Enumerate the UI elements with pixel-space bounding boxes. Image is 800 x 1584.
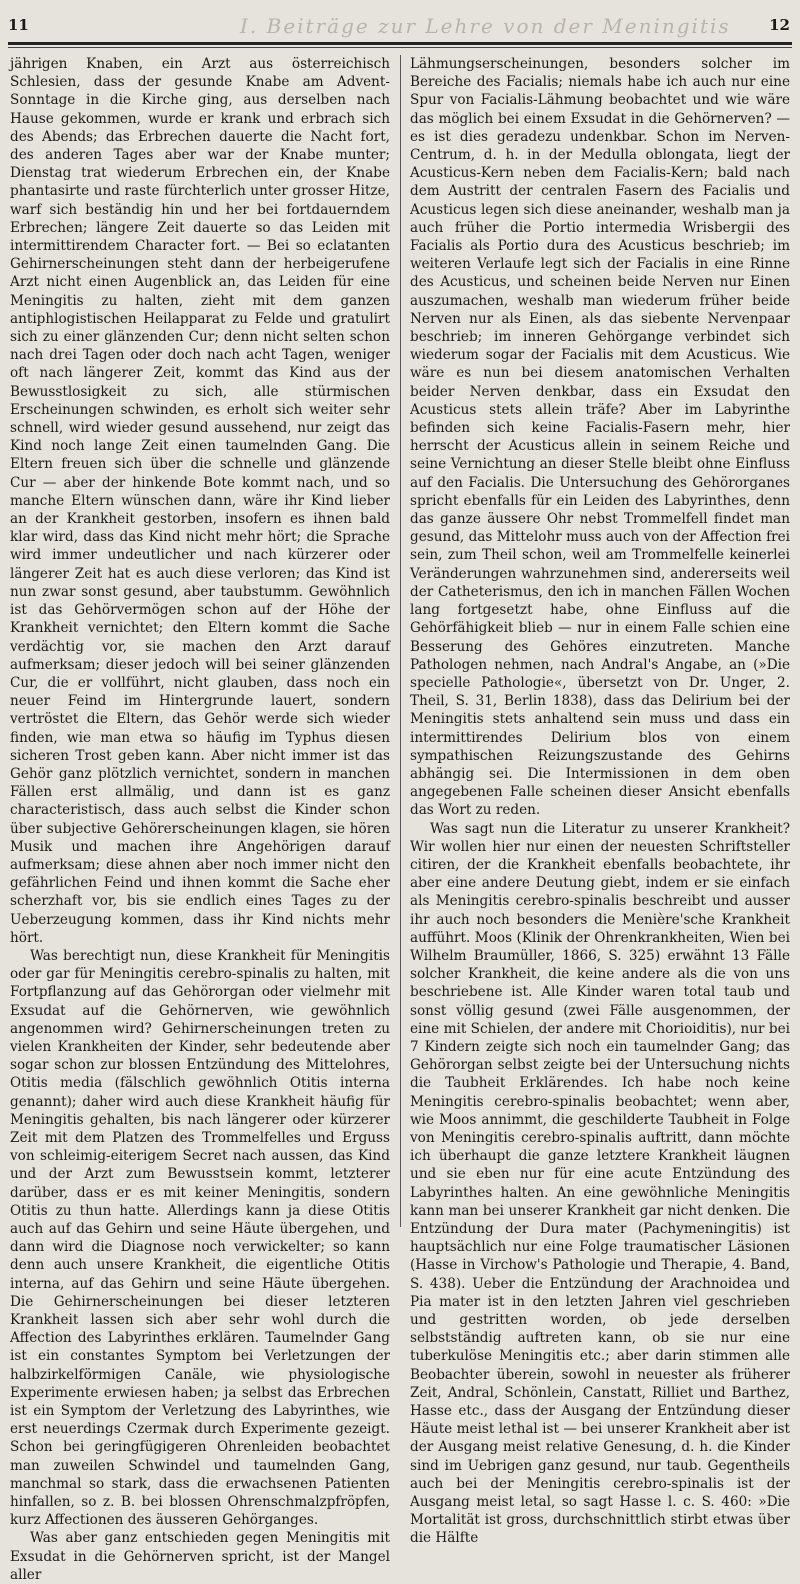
page-number-left: 11: [8, 16, 29, 34]
right-paragraph-2: Was sagt nun die Literatur zu unserer Krankheit? Wir wollen hier nur einen der neuesten Schriftsteller citiren, der die Krankheit ebenfalls beobachtete, ihr aber eine andere Deutung giebt, indem er sie einfach als Meningitis cerebro-spinalis beschreibt und ausser ihr auch noch besonders die Menière'sche Krankheit aufführt. Moos (Klinik der Ohrenkrankheiten, Wien bei Wilhelm Braumüller, 1866, S. 325) erwähnt 13 Fälle solcher Krankheit, die keine andere als die von uns beschriebene ist. Alle Kinder waren total taub und sonst völlig gesund (zwei Fälle ausgenommen, der eine mit Schielen, der andere mit Chorioiditis), nur bei 7 Kindern zeigte sich noch ein taumelnder Gang; das Gehörorgan selbst zeigte bei der Untersuchung nichts die Taubheit Erklärendes. Ich habe noch keine Meningitis cerebro-spinalis beobachtet; wenn aber, wie Moos annimmt, die geschilderte Taubheit in Folge von Meningitis cerebro-spinalis auftritt, dann möchte ich überhaupt die ganze letztere Krankheit läugnen und sie eben nur für eine acute Entzündung des Labyrinthes halten. An eine gewöhnliche Meningitis kann man bei unserer Krankheit gar nicht denken. Die Entzündung der Dura mater (Pachymeningitis) ist hauptsächlich nur eine Folge traumatischer Läsionen (Hasse in Virchow's Pathologie und Therapie, 4. Band, S. 438). Ueber die Entzündung der Arachnoidea und Pia mater ist in den letzten Jahren viel geschrieben und gestritten worden, ob jede derselben selbstständig auftreten kann, ob sie nur eine tuberkulöse Meningitis etc.; aber darin stimmen alle Beobachter überein, sowohl in neuester als früherer Zeit, Andral, Schönlein, Canstatt, Rilliet und Barthez, Hasse etc., dass der Ausgang der Entzündung dieser Häute meist lethal ist — bei unserer Krankheit aber ist der Ausgang meist relative Genesung, d. h. die Kinder sind im Uebrigen ganz gesund, nur taub. Gegentheils auch bei der Meningitis cerebro-spinalis ist der Ausgang meist letal, so sagt Hasse l. c. S. 460: »Die Mortalität ist gross, durchschnittlich stirbt etwas über die Hälfte: [410, 820, 790, 1547]
page-header: [0, 14, 800, 54]
right-paragraph-1: Lähmungserscheinungen, besonders solcher im Bereiche des Facialis; niemals habe ich auch nur eine Spur von Facialis-Lähmung beobachtet und wie wäre das möglich bei einem Exsudat in die Gehörnerven? — es ist dies geradezu undenkbar. Schon im Nerven-Centrum, d. h. in der Medulla oblongata, liegt der Acusticus-Kern neben dem Facialis-Kern; bald nach dem Austritt der centralen Fasern des Facialis und Acusticus legen sich diese aneinander, weshalb man ja auch früher die Portio intermedia Wrisbergii des Facialis als Portio dura des Acusticus beschrieb; im weiteren Verlaufe legt sich der Facialis in eine Rinne des Acusticus, und scheinen beide Nerven nur Einen auszumachen, weshalb man wiederum früher beide Nerven nur als Einen, als das siebente Nervenpaar beschrieb; im inneren Gehörgange verbindet sich wiederum sogar der Facialis mit dem Acusticus. Wie wäre es nun bei diesem anatomischen Verhalten beider Nerven denkbar, dass ein Exsudat den Acusticus stets allein träfe? Aber im Labyrinthe befinden sich keine Facialis-Fasern mehr, hier herrscht der Acusticus allein in seinem Reiche und seine Vernichtung an dieser Stelle bleibt ohne Einfluss auf den Facialis. Die Untersuchung des Gehörorganes spricht ebenfalls für ein Leiden des Labyrinthes, denn das ganze äussere Ohr nebst Trommelfell findet man gesund, das Mittelohr muss auch von der Affection frei sein, zum Theil schon, weil am Trommelfelle keinerlei Veränderungen wahrzunehmen sind, andererseits weil der Catheterismus, den ich in manchen Fällen Wochen lang fortgesetzt habe, ohne Einfluss auf die Gehörfähigkeit blieb — nur in einem Falle schien eine Besserung des Gehöres einzutreten. Manche Pathologen nehmen, nach Andral's Angabe, an (»Die specielle Pathologie«, übersetzt von Dr. Unger, 2. Theil, S. 31, Berlin 1838), dass das Delirium bei der Meningitis stets anhaltend sein muss und dass ein intermittirendes Delirium blos von einem sympathischen Reizungszustande des Gehirns abhängig sei. Die Intermissionen in dem oben angegebenen Falle scheinen dieser Ansicht ebenfalls das Wort zu reden.: [410, 56, 790, 819]
right-column: [410, 55, 790, 1547]
header-rule-thin: [8, 47, 792, 48]
bleed-through-heading: I. Beiträge zur Lehre von der Meningitis: [240, 14, 731, 38]
column-divider: [400, 55, 401, 1227]
left-column: [10, 55, 390, 1583]
left-paragraph-2: Was berechtigt nun, diese Krankheit für Meningitis oder gar für Meningitis cerebro-spinalis zu halten, mit Fortpflanzung auf das Gehörorgan oder vielmehr mit Exsudat auf die Gehörnerven, wie gewöhnlich angenommen wird? Gehirnerscheinungen treten zu vielen Krankheiten der Kinder, sehr bedeutende aber sogar schon zur blossen Entzündung des Mittelohres, Otitis media (fälschlich gewöhnlich Otitis interna genannt); daher wird auch diese Krankheit häufig für Meningitis gehalten, bis nach längerer oder kürzerer Zeit mit dem Platzen des Trommelfelles und Erguss von schleimig-eiterigem Secret nach aussen, das Kind und der Arzt zum Bewusstsein kommt, letzterer darüber, dass er es mit keiner Meningitis, sondern Otitis zu thun hatte. Allerdings kann ja diese Otitis auch auf das Gehirn und seine Häute übergehen, und dann wird die Diagnose noch verwickelter; so kann denn auch unsere Krankheit, die eigentliche Otitis interna, auf das Gehirn und seine Häute übergehen. Die Gehirnerscheinungen bei dieser letzteren Krankheit lassen sich aber sehr wohl durch die Affection des Labyrinthes erklären. Taumelnder Gang ist ein constantes Symptom bei Verletzungen der halbzirkelförmigen Canäle, wie physiologische Experimente erwiesen haben; ja selbst das Erbrechen ist ein Symptom der Verletzung des Labyrinthes, wie erst neuerdings Czermak durch Experimente gezeigt. Schon bei geringfügigeren Ohrenleiden beobachtet man zuweilen Schwindel und taumelnden Gang, manchmal so stark, dass die erwachsenen Patienten hinfallen, so z. B. bei blossen Ohrenschmalzpfröpfen, kurz Affectionen des äusseren Gehörganges.: [10, 947, 390, 1529]
header-rule: [8, 42, 792, 45]
left-paragraph-1: jährigen Knaben, ein Arzt aus österreichisch Schlesien, dass der gesunde Knabe am Advent-Sonntage in die Kirche ging, aus derselben nach Hause gekommen, wurde er krank und erbrach sich des Abends; das Erbrechen dauerte die Nacht fort, des anderen Tages aber war der Knabe munter; Dienstag trat wiederum Erbrechen ein, der Knabe phantasirte und raste fürchterlich unter grosser Hitze, warf sich beständig hin und her bei fortdauerndem Erbrechen; längere Zeit dauerte so das Leiden mit intermittirendem Character fort. — Bei so eclatanten Gehirnerscheinungen steht dann der herbeigerufene Arzt nicht einen Augenblick an, das Leiden für eine Meningitis zu halten, zieht mit dem ganzen antiphlogistischen Heilapparat zu Felde und gratulirt sich zu einer glänzenden Cur; denn nicht selten schon nach drei Tagen oder doch nach acht Tagen, weniger oft nach längerer Zeit, kommt das Kind aus der Bewusstlosigkeit zu sich, alle stürmischen Erscheinungen schwinden, es erholt sich weiter sehr schnell, wird wieder gesund aussehend, nur zeigt das Kind noch lange Zeit einen taumelnden Gang. Die Eltern freuen sich über die schnelle und glänzende Cur — aber der hinkende Bote kommt nach, und so manche Eltern wünschen dann, wäre ihr Kind lieber an der Krankheit gestorben, insofern es ihnen bald klar wird, dass das Kind nicht mehr hört; die Sprache wird immer undeutlicher und nach kürzerer oder längerer Zeit hat es auch diese verloren; das Kind ist nun zwar sonst gesund, aber taubstumm. Gewöhnlich ist das Gehörvermögen schon auf der Höhe der Krankheit vernichtet; den Eltern kommt die Sache verdächtig vor, sie machen den Arzt darauf aufmerksam; dieser jedoch will bei seiner glänzenden Cur, die er vollführt, nicht glauben, dass noch ein neuer Feind im Hintergrunde lauert, sondern vertröstet die Eltern, das Gehör werde sich wieder finden, wie man etwa so häufig im Typhus diesen sicheren Trost geben kann. Aber nicht immer ist das Gehör ganz plötzlich vernichtet, sondern in manchen Fällen erst allmälig, und dann ist es ganz characteristisch, dass auch selbst die Kinder schon über subjective Gehörerscheinungen klagen, sie hören Musik und machen ihre Angehörigen darauf aufmerksam; diese ahnen aber noch immer nicht den gefährlichen Feind und ihnen kommt die Sache eher scherzhaft vor, bis sie endlich eines Tages zu der Ueberzeugung kommen, dass ihr Kind nichts mehr hört.: [10, 56, 390, 946]
page-number-right: 12: [769, 16, 790, 34]
left-paragraph-3: Was aber ganz entschieden gegen Meningitis mit Exsudat in die Gehörnerven spricht, ist der Mangel aller: [10, 1530, 390, 1583]
